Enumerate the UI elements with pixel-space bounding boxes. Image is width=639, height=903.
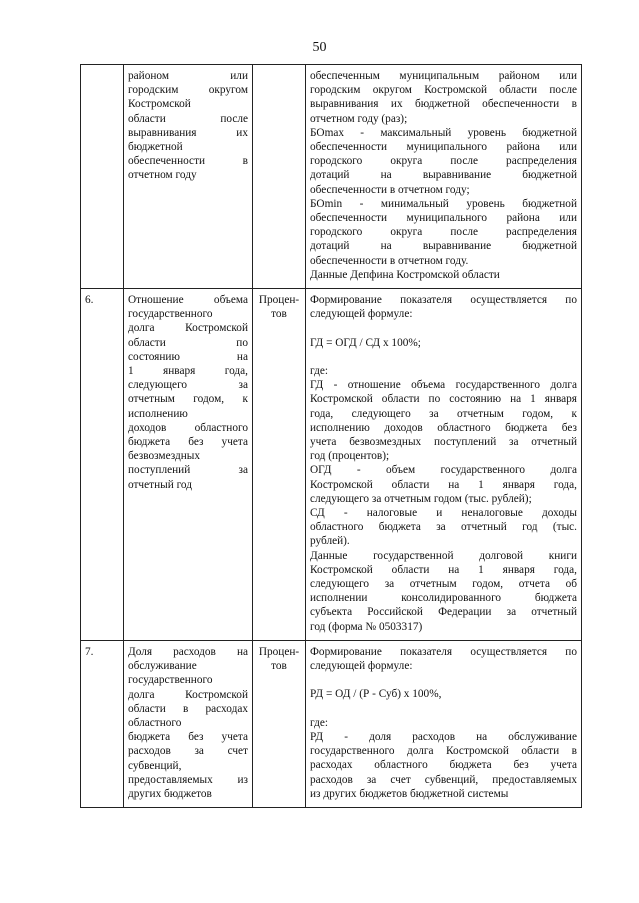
calculation-method-line: следующего за отчетным годом, отчета об (310, 578, 577, 591)
calculation-method-line: РД = ОД / (Р - Суб) х 100%, (310, 688, 442, 701)
indicator-name-line: других бюджетов (128, 787, 212, 800)
blank-line (310, 321, 577, 335)
indicator-table (80, 64, 582, 808)
indicator-name-line: бюджета без учета (128, 436, 248, 449)
indicator-name-line: безвозмездных (128, 450, 201, 463)
indicator-name-line: отчетным годом, к (128, 393, 248, 406)
calculation-method-line: обеспеченности муниципального района или (310, 212, 577, 225)
indicator-name-line: Костромской (128, 98, 191, 111)
calculation-method-line: ОГД - объем государственного долга (310, 464, 577, 477)
calculation-method (306, 289, 582, 641)
indicator-name-line: расходов за счет (128, 745, 248, 758)
indicator-name-line: области по (128, 336, 248, 349)
calculation-method-line: расходах областного бюджета без учета (310, 759, 577, 772)
indicator-name (124, 289, 253, 641)
calculation-method-line: исполнении консолидированного бюджета (310, 592, 577, 605)
calculation-method-line: дотаций на выравнивание бюджетной (310, 169, 577, 182)
page-number: 50 (312, 40, 327, 55)
indicator-name-line: отчетном году (128, 169, 197, 182)
indicator-name (124, 640, 253, 807)
indicator-name-line: Доля расходов на (128, 645, 248, 658)
calculation-method-line: Формирование показателя осуществляется по (310, 645, 577, 658)
calculation-method-line: обеспеченным муниципальным районом или (310, 70, 577, 82)
calculation-method-line: расходов за счет субвенций, предоставляемых (310, 773, 577, 786)
calculation-method-line: из других бюджетов бюджетной системы (310, 787, 509, 800)
unit-label: Процен- тов (258, 294, 300, 321)
unit-of-measure (253, 65, 306, 289)
calculation-method-line: городского округа после распределения (310, 226, 577, 239)
unit-of-measure (253, 289, 306, 641)
indicator-name-line: обслуживание (128, 660, 197, 673)
calculation-method-line: областного бюджета за отчетный год (тыс. (310, 521, 577, 534)
indicator-name-line: долга Костромской (128, 322, 248, 335)
calculation-method-line: ГД = ОГД / СД х 100%; (310, 336, 421, 349)
calculation-method-line: обеспеченности в отчетном году. (310, 254, 469, 267)
indicator-name-line: исполнению (128, 407, 188, 420)
calculation-method-line: Данные Депфина Костромской области (310, 268, 500, 281)
blank-line (310, 673, 577, 687)
indicator-name (124, 65, 253, 289)
indicator-name-line: районом или (128, 70, 248, 82)
indicator-name-line: городским округом (128, 84, 248, 97)
calculation-method (306, 640, 582, 807)
indicator-name-line: государственного (128, 308, 213, 321)
row-number: 7. (81, 640, 124, 807)
calculation-method-line: где: (310, 365, 328, 378)
calculation-method-line: городским округом Костромской области после (310, 84, 577, 97)
calculation-method-line: учета безвозмездных поступлений за отчетный (310, 436, 577, 449)
calculation-method-line: ГД - отношение объема государственного долга (310, 379, 577, 392)
calculation-method-line: где: (310, 716, 328, 729)
indicator-name-line: Отношение объема (128, 294, 248, 307)
indicator-name-line: государственного (128, 674, 213, 687)
indicator-name-line: бюджетной (128, 141, 183, 154)
calculation-method-line: исполнению доходов областного бюджета без (310, 421, 577, 434)
calculation-method-line: следующего за отчетным годом (тыс. рублей); (310, 492, 532, 505)
indicator-name-line: поступлений за (128, 464, 248, 477)
indicator-name-line: субвенций, (128, 759, 182, 772)
indicator-name-line: бюджета без учета (128, 731, 248, 744)
calculation-method-line: дотаций на выравнивание бюджетной (310, 240, 577, 253)
calculation-method-line: БОmin - минимальный уровень бюджетной (310, 197, 577, 210)
calculation-method-line: Костромской области на 1 января года, (310, 478, 577, 491)
indicator-name-line: предоставляемых из (128, 773, 248, 786)
calculation-method-line: Костромской области на 1 января года, (310, 563, 577, 576)
indicator-name-line: состоянию на (128, 350, 248, 363)
indicator-name-line: обеспеченности в (128, 155, 248, 168)
calculation-method-line: год (процентов); (310, 450, 390, 463)
calculation-method (306, 65, 582, 289)
calculation-method-line: рублей). (310, 535, 350, 548)
indicator-name-line: долга Костромской (128, 688, 248, 701)
calculation-method-line: Данные государственной долговой книги (310, 549, 577, 562)
indicator-name-line: области в расходах (128, 702, 248, 715)
table-row (81, 65, 582, 289)
calculation-method-line: СД - налоговые и неналоговые доходы (310, 507, 577, 520)
calculation-method-line: года, следующего за отчетным годом, к (310, 407, 577, 420)
indicator-name-line: доходов областного (128, 421, 248, 434)
calculation-method-line: субъекта Российской Федерации за отчетный (310, 606, 577, 619)
row-number (81, 65, 124, 289)
indicator-name-line: отчетный год (128, 478, 192, 491)
calculation-method-line: обеспеченности муниципального района или (310, 141, 577, 154)
calculation-method-line: городского округа после распределения (310, 155, 577, 168)
unit-label: Процен- тов (258, 645, 300, 673)
calculation-method-line: отчетном году (раз); (310, 112, 408, 125)
calculation-method-line: БОmax - максимальный уровень бюджетной (310, 126, 577, 139)
blank-line (310, 350, 577, 364)
table-row (81, 289, 582, 641)
calculation-method-line: Формирование показателя осуществляется по (310, 294, 577, 307)
indicator-name-line: области после (128, 112, 248, 125)
table-row (81, 640, 582, 807)
unit-of-measure (253, 640, 306, 807)
indicator-name-line: выравнивания их (128, 126, 248, 139)
indicator-name-line: следующего за (128, 379, 248, 392)
calculation-method-line: год (форма № 0503317) (310, 620, 423, 633)
calculation-method-line: следующей формуле: (310, 660, 413, 673)
calculation-method-line: следующей формуле: (310, 308, 413, 321)
calculation-method-line: РД - доля расходов на обслуживание (310, 731, 577, 744)
calculation-method-line: выравнивания их бюджетной обеспеченности в (310, 98, 577, 111)
indicator-name-line: областного (128, 716, 182, 729)
row-number: 6. (81, 289, 124, 641)
calculation-method-line: Костромской области по состоянию на 1 января (310, 393, 577, 406)
calculation-method-line: обеспеченности в отчетном году; (310, 183, 470, 196)
indicator-name-line: 1 января года, (128, 365, 248, 378)
calculation-method-line: государственного долга Костромской области в (310, 745, 577, 758)
blank-line (310, 702, 577, 716)
